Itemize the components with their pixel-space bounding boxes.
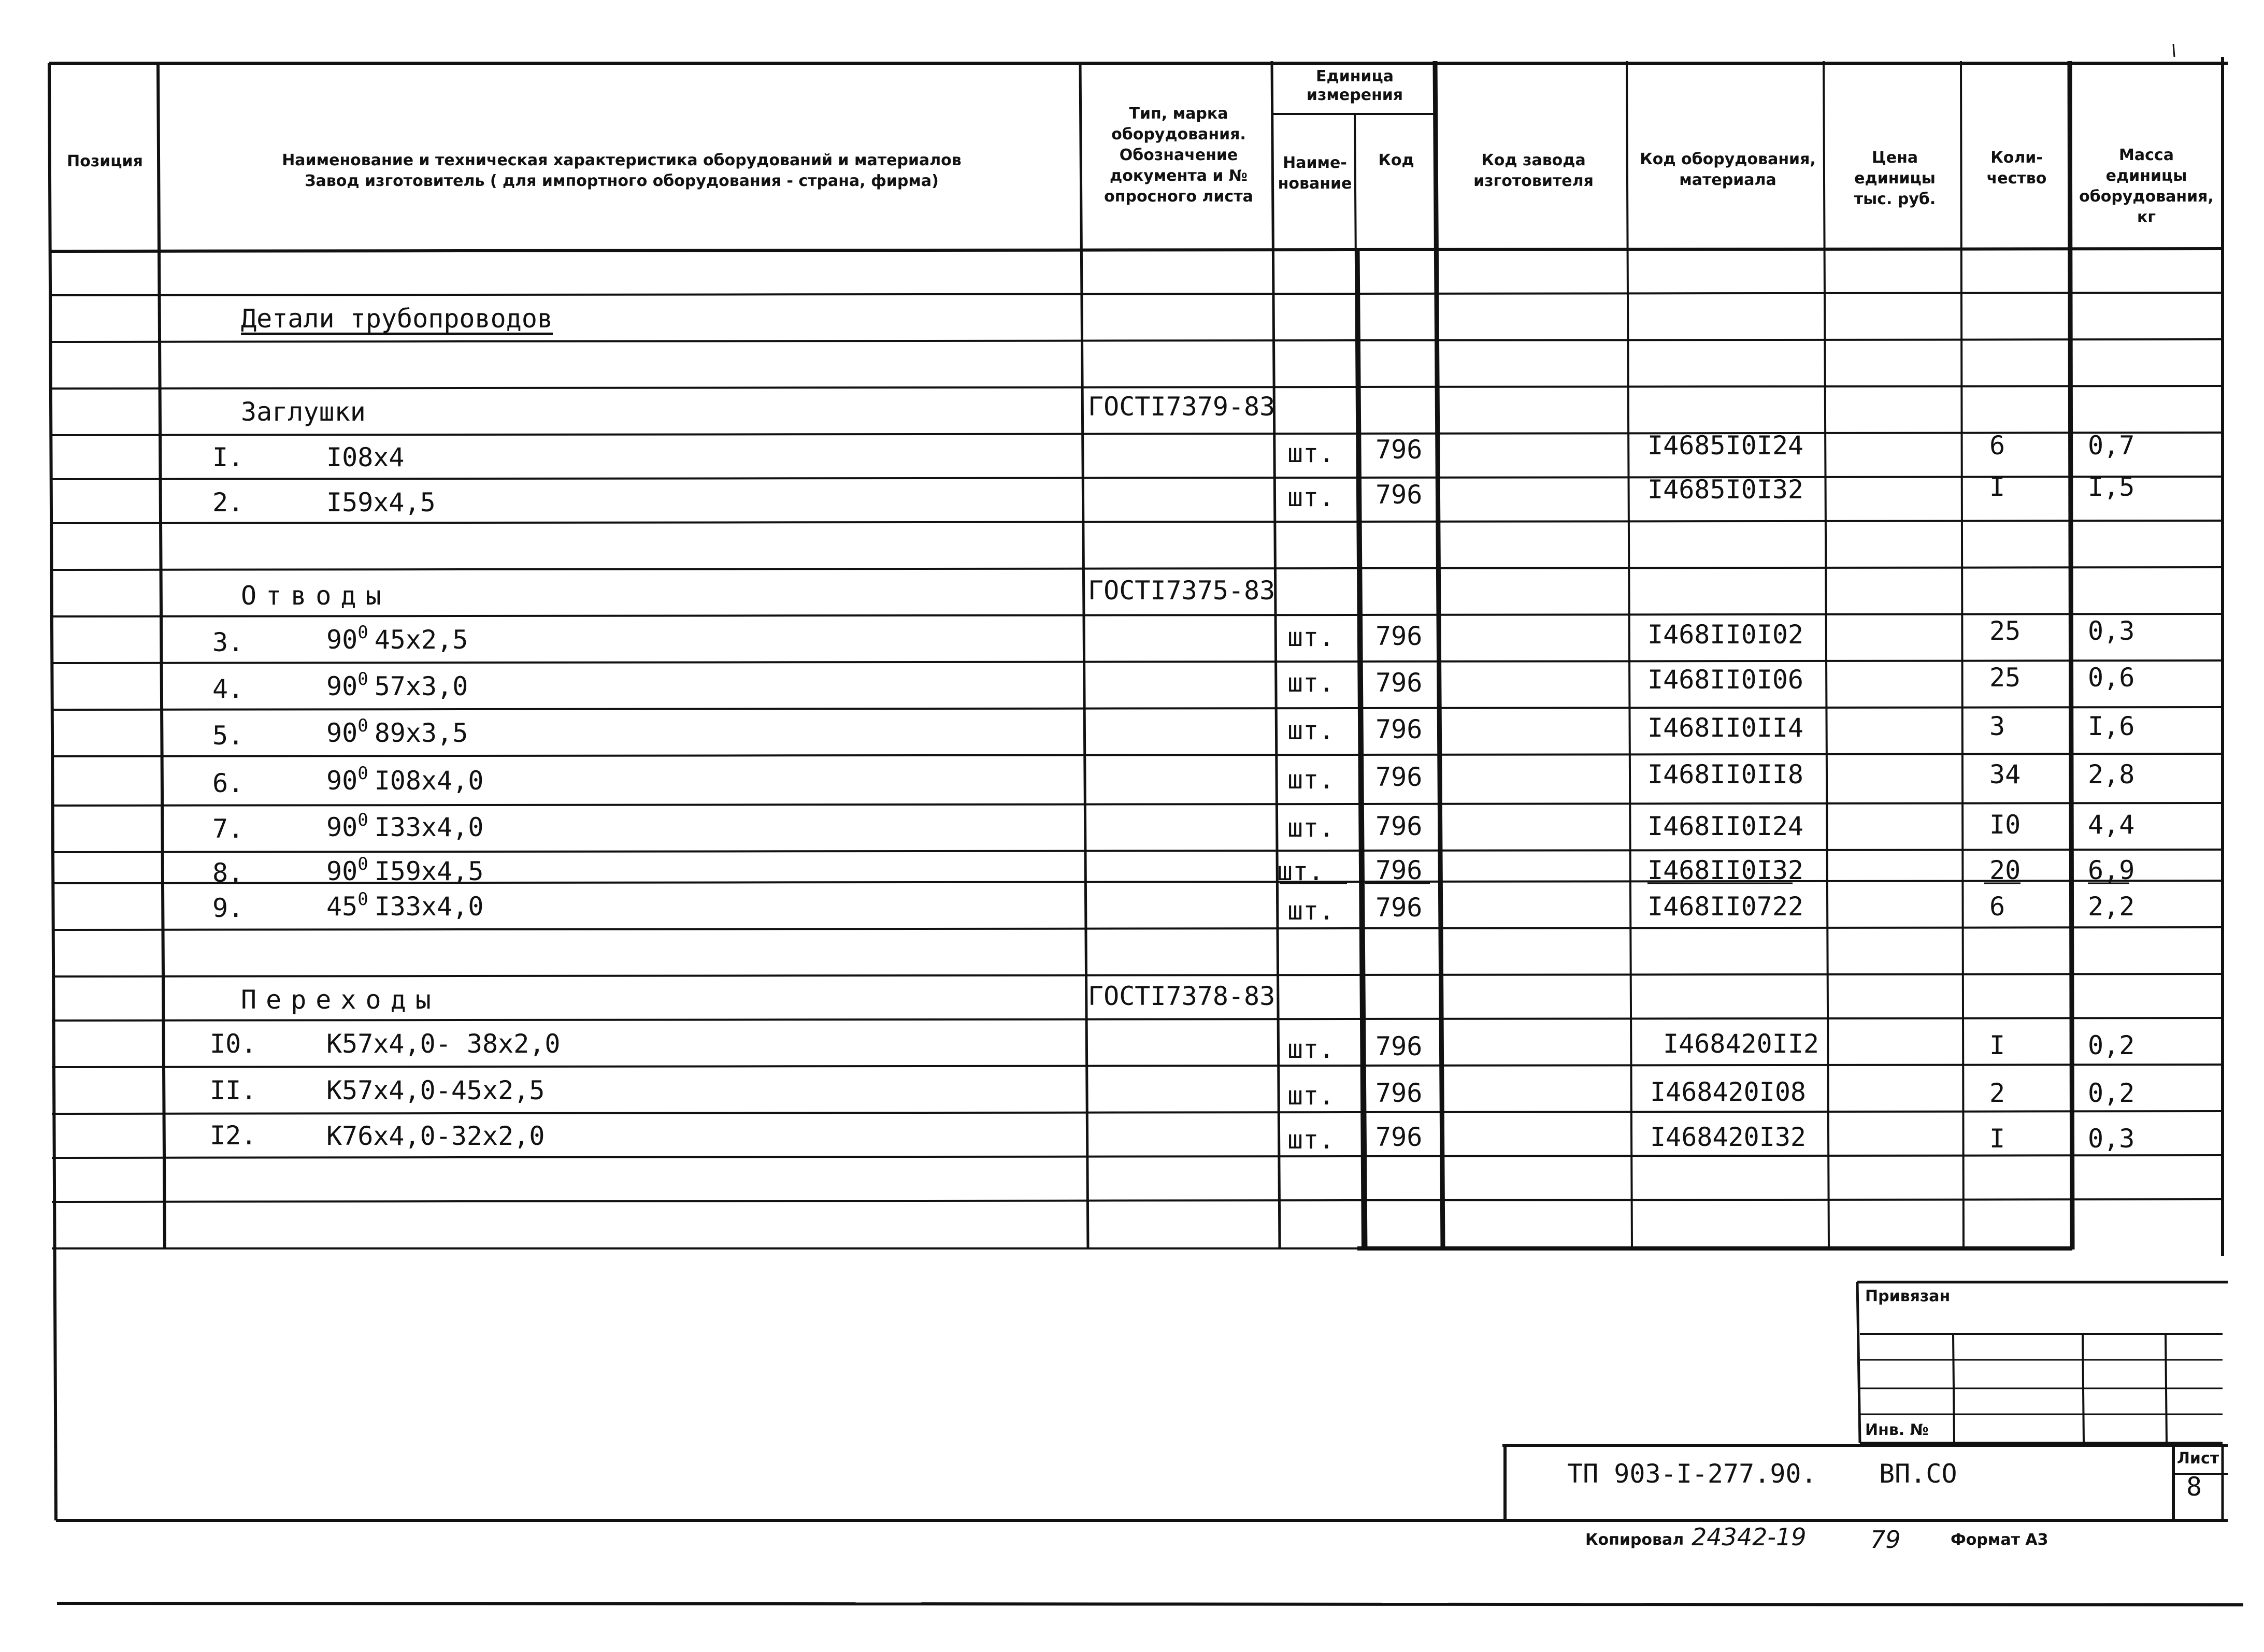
header-mass: Масса единицы оборудования, кг	[2079, 146, 2214, 226]
row-description: $45^0$ I33x4,0	[326, 889, 484, 922]
col-line-10	[2070, 61, 2072, 1249]
row-description: I59x4,5	[326, 487, 436, 518]
row-unit-code: 796	[1375, 1122, 1423, 1152]
row-description: $90^0$ 57x3,0	[326, 669, 468, 701]
row-unit-code: 796	[1375, 1031, 1423, 1061]
row-equipment-code: I468420I08	[1650, 1077, 1807, 1107]
header-bottom	[51, 249, 2223, 251]
header-equipment-code: Код оборудования, материала	[1640, 150, 1816, 189]
row-unit-code: 796	[1375, 714, 1423, 744]
row-description: K76x4,0-32x2,0	[326, 1121, 545, 1151]
row-position: 2.	[212, 487, 244, 518]
row-equipment-code: I468II0I24	[1647, 811, 1804, 841]
copy-number: 24342-19	[1692, 1523, 1807, 1551]
row-equipment-code: I4685I0I32	[1647, 475, 1804, 505]
row-unit-code: 796	[1375, 855, 1423, 885]
row-unit-code: 796	[1375, 762, 1423, 792]
row-quantity: 6	[1989, 430, 2005, 461]
row-description: $90^0$ 45x2,5	[326, 622, 468, 655]
row-unit: шт.	[1287, 668, 1335, 698]
row-quantity: I	[1989, 1124, 2005, 1154]
row-quantity: 3	[1989, 711, 2005, 741]
row-unit-code: 796	[1375, 893, 1423, 923]
row-mass: 0,2	[2088, 1030, 2135, 1060]
stamp-bound-label: Привязан	[1865, 1287, 1951, 1305]
row-unit-code: 796	[1375, 435, 1423, 465]
group-name-perehody: Переходы	[241, 985, 440, 1015]
row-unit-code: 796	[1375, 621, 1423, 651]
page-bottom-line	[57, 1603, 2243, 1605]
row-position: 8.	[212, 858, 244, 888]
col-line-8	[1824, 61, 1829, 1248]
row-quantity: 25	[1989, 663, 2021, 693]
copy-page: 79	[1870, 1526, 1901, 1554]
group-doc-zaglushki: ГОСТI7379-83	[1088, 392, 1276, 422]
row-description: $90^0$ 89x3,5	[326, 715, 468, 748]
row-position: 9.	[212, 893, 244, 923]
row-mass: 2,2	[2088, 892, 2135, 922]
copied-label: Копировал	[1585, 1531, 1684, 1549]
row-unit-code: 796	[1375, 480, 1423, 510]
row-unit: шт.	[1287, 1081, 1335, 1111]
col-line-1	[158, 63, 165, 1248]
row-mass: 0,7	[2088, 430, 2135, 461]
group-doc-perehody: ГОСТI7378-83	[1088, 981, 1276, 1011]
row-unit: шт.	[1287, 813, 1335, 843]
group-name-zaglushki: Заглушки	[241, 397, 366, 427]
document-code: ТП 903-I-277.90. ВП.СО	[1567, 1459, 1957, 1489]
row-position: 3.	[212, 627, 244, 657]
row-description: $90^0$ I08x4,0	[326, 763, 484, 796]
row-equipment-code: I468420I32	[1650, 1122, 1807, 1152]
row-unit: шт.	[1287, 896, 1335, 926]
row-unit: шт.	[1287, 765, 1335, 795]
sheet-number: 8	[2186, 1472, 2202, 1502]
row-unit: шт.	[1287, 1034, 1335, 1064]
row-position: II.	[210, 1075, 257, 1105]
row-unit: шт.	[1277, 856, 1324, 886]
row-unit: шт.	[1287, 482, 1335, 512]
row-position: 7.	[212, 814, 244, 844]
section-title: Детали трубопроводов	[241, 304, 553, 334]
row-mass: 0,3	[2088, 616, 2135, 646]
group-name-otvody: Отводы	[241, 581, 391, 611]
row-mass: 0,3	[2088, 1124, 2135, 1154]
row-equipment-code: I468II0II4	[1647, 713, 1804, 743]
frame-left	[49, 63, 56, 1520]
row-quantity: 25	[1989, 616, 2021, 646]
row-quantity: 2	[1989, 1078, 2005, 1108]
header-unit-code: Код	[1378, 151, 1414, 169]
row-mass: 0,6	[2088, 663, 2135, 693]
sheet-label: Лист	[2177, 1449, 2219, 1468]
row-quantity: 6	[1989, 892, 2005, 922]
stamp-inv-label: Инв. №	[1865, 1421, 1929, 1439]
row-description: $90^0$ I33x4,0	[326, 810, 484, 842]
header-unit-name: Наиме- нование	[1278, 154, 1352, 193]
header-position: Позиция	[67, 152, 143, 170]
row-unit-code: 796	[1375, 668, 1423, 698]
header-quantity: Коли- чество	[1986, 149, 2047, 188]
col-line-6	[1435, 61, 1443, 1249]
row-quantity: 34	[1989, 759, 2021, 789]
header-type: Тип, марка оборудования. Обозначение документа и № опросного листа	[1104, 105, 1253, 206]
group-doc-otvody: ГОСТI7375-83	[1088, 576, 1276, 606]
row-mass: 6,9	[2088, 855, 2135, 885]
col-line-9	[1961, 61, 1964, 1248]
row-quantity: 20	[1989, 855, 2021, 885]
header-unit: Единица измерения	[1306, 67, 1403, 104]
row-position: 5.	[212, 721, 244, 751]
row-position: 4.	[212, 674, 244, 704]
row-equipment-code: I468II0722	[1647, 892, 1804, 922]
format-label: Формат А3	[1951, 1531, 2048, 1549]
col-line-3	[1272, 61, 1280, 1248]
row-mass: I,5	[2088, 472, 2135, 502]
row-mass: 0,2	[2088, 1078, 2135, 1108]
header-maker-code: Код завода изготовителя	[1473, 151, 1594, 190]
row-description: K57x4,0-45x2,5	[326, 1075, 545, 1105]
row-quantity: I	[1989, 1030, 2005, 1060]
header-name: Наименование и техническая характеристика оборудований и материалов Завод изготовитель ( для импортного оборудования - страна, фирма)	[282, 151, 962, 190]
row-position: 6.	[212, 768, 244, 798]
row-equipment-code: I468II0II8	[1647, 759, 1804, 789]
row-unit-code: 796	[1375, 811, 1423, 841]
row-equipment-code: I4685I0I24	[1647, 430, 1804, 461]
row-position: I2.	[210, 1121, 257, 1151]
row-unit: шт.	[1287, 715, 1335, 745]
row-unit: шт.	[1287, 438, 1335, 468]
row-mass: 4,4	[2088, 810, 2135, 840]
row-equipment-code: I468420II2	[1663, 1029, 1819, 1059]
row-mass: I,6	[2088, 711, 2135, 741]
row-description: I08x4	[326, 442, 405, 472]
row-description: $90^0$ I59x4,5	[326, 854, 484, 886]
row-position: I.	[212, 442, 244, 472]
row-unit-code: 796	[1375, 1078, 1423, 1108]
row-quantity: I	[1989, 472, 2005, 502]
row-equipment-code: I468II0I02	[1647, 620, 1804, 650]
row-position: I0.	[210, 1029, 257, 1059]
row-equipment-code: I468II0I32	[1647, 855, 1804, 885]
col-line-2	[1080, 63, 1088, 1248]
row-mass: 2,8	[2088, 759, 2135, 789]
row-description: K57x4,0- 38x2,0	[326, 1029, 561, 1059]
row-unit: шт.	[1287, 1125, 1335, 1155]
row-quantity: I0	[1989, 810, 2021, 840]
header-price: Цена единицы тыс. руб.	[1854, 149, 1936, 208]
row-equipment-code: I468II0I06	[1647, 665, 1804, 695]
col-line-7	[1627, 61, 1632, 1248]
row-unit: шт.	[1287, 622, 1335, 652]
